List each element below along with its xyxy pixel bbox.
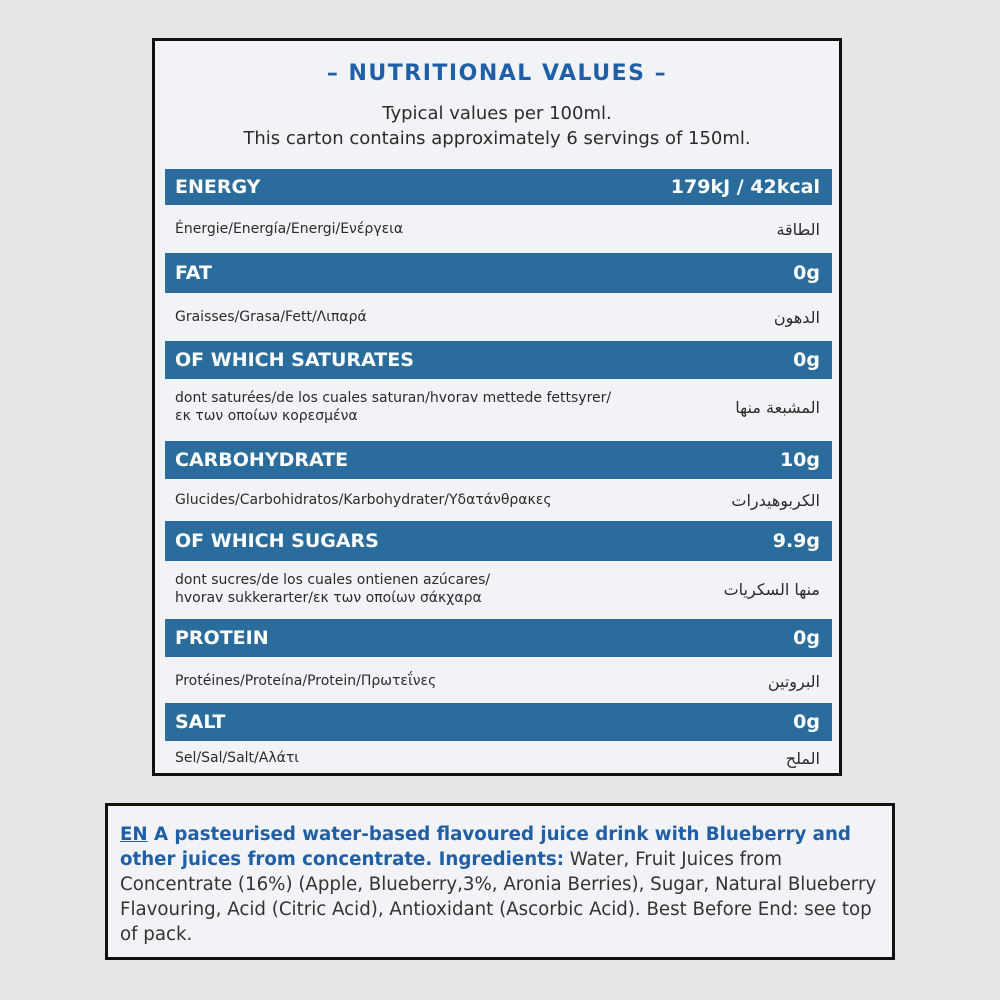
translation-text: Glucides/Carbohidratos/Karbohydrater/Υδατάνθρακες [175, 492, 552, 508]
nutrient-translation-energy [165, 207, 832, 251]
nutrient-row-salt [165, 703, 832, 741]
ingredients-panel [105, 803, 895, 960]
nutrient-value: 0g [793, 262, 820, 284]
arabic-label: الملح [785, 748, 820, 768]
nutrient-label: CARBOHYDRATE [175, 449, 349, 471]
nutrient-value: 0g [793, 349, 820, 371]
nutrient-value: 0g [793, 627, 820, 649]
nutrition-title: – NUTRITIONAL VALUES – [326, 61, 668, 86]
translation-text: Graisses/Grasa/Fett/Λιπαρά [175, 309, 367, 325]
nutrient-label: OF WHICH SATURATES [175, 349, 414, 371]
nutrient-value: 179kJ / 42kcal [670, 176, 820, 198]
nutrition-panel [152, 38, 842, 776]
nutrient-translation-carbohydrate [165, 481, 832, 519]
translation-text: dont saturées/de los cuales saturan/hvorav mettede fettsyrer/ [175, 390, 612, 406]
arabic-label: الدهون [773, 307, 820, 327]
nutrient-translation-saturates [165, 381, 832, 433]
nutrient-translation-fat [165, 295, 832, 339]
nutrient-label: SALT [175, 711, 226, 733]
nutrient-translation-salt [165, 743, 832, 773]
nutrient-row-fat [165, 253, 832, 293]
nutrient-row-protein [165, 619, 832, 657]
nutrient-row-energy [165, 169, 832, 205]
nutrient-label: PROTEIN [175, 627, 269, 649]
nutrient-label: ENERGY [175, 176, 261, 198]
nutrient-value: 9.9g [772, 530, 820, 552]
translation-text: Énergie/Energía/Energi/Ενέργεια [175, 221, 404, 237]
intro-line-1: Typical values per 100ml. [382, 103, 612, 124]
translation-text-line-2: hvorav sukkerarter/εκ των οποίων σάκχαρα [175, 590, 482, 606]
nutrient-value: 0g [793, 711, 820, 733]
arabic-label: الطاقة [776, 219, 820, 239]
language-code: EN [120, 824, 148, 845]
arabic-label: البروتين [767, 671, 820, 691]
arabic-label: المشبعة منها [735, 397, 820, 417]
arabic-label: الكربوهيدرات [731, 490, 820, 510]
arabic-label: منها السكريات [723, 579, 820, 599]
nutrient-translation-sugars [165, 563, 832, 615]
translation-text: Protéines/Proteína/Protein/Πρωτεΐνες [175, 673, 437, 689]
product-description: A pasteurised water-based flavoured juice drink with Blueberry and other juices from concentrate. Ingredients: [120, 824, 851, 870]
nutrient-label: FAT [175, 262, 212, 284]
translation-text-line-2: εκ των οποίων κορεσμένα [175, 408, 358, 424]
nutrient-row-saturates [165, 341, 832, 379]
intro-line-2: This carton contains approximately 6 servings of 150ml. [243, 128, 751, 149]
ingredients-list: Water, Fruit Juices from Concentrate (16%) (Apple, Blueberry,3%, Aronia Berries), Sugar, Natural Blueberry Flavouring, Acid (Citric Acid), Antioxidant (Ascorbic Acid). Best Before End: see top of pack. [120, 849, 877, 945]
nutrient-row-carbohydrate [165, 441, 832, 479]
translation-text: dont sucres/de los cuales ontienen azúcares/ [175, 572, 491, 588]
nutrient-label: OF WHICH SUGARS [175, 530, 379, 552]
nutrient-translation-protein [165, 659, 832, 703]
nutrient-row-sugars [165, 521, 832, 561]
translation-text: Sel/Sal/Salt/Αλάτι [175, 750, 299, 766]
nutrition-intro [155, 101, 839, 151]
nutrient-value: 10g [779, 449, 820, 471]
